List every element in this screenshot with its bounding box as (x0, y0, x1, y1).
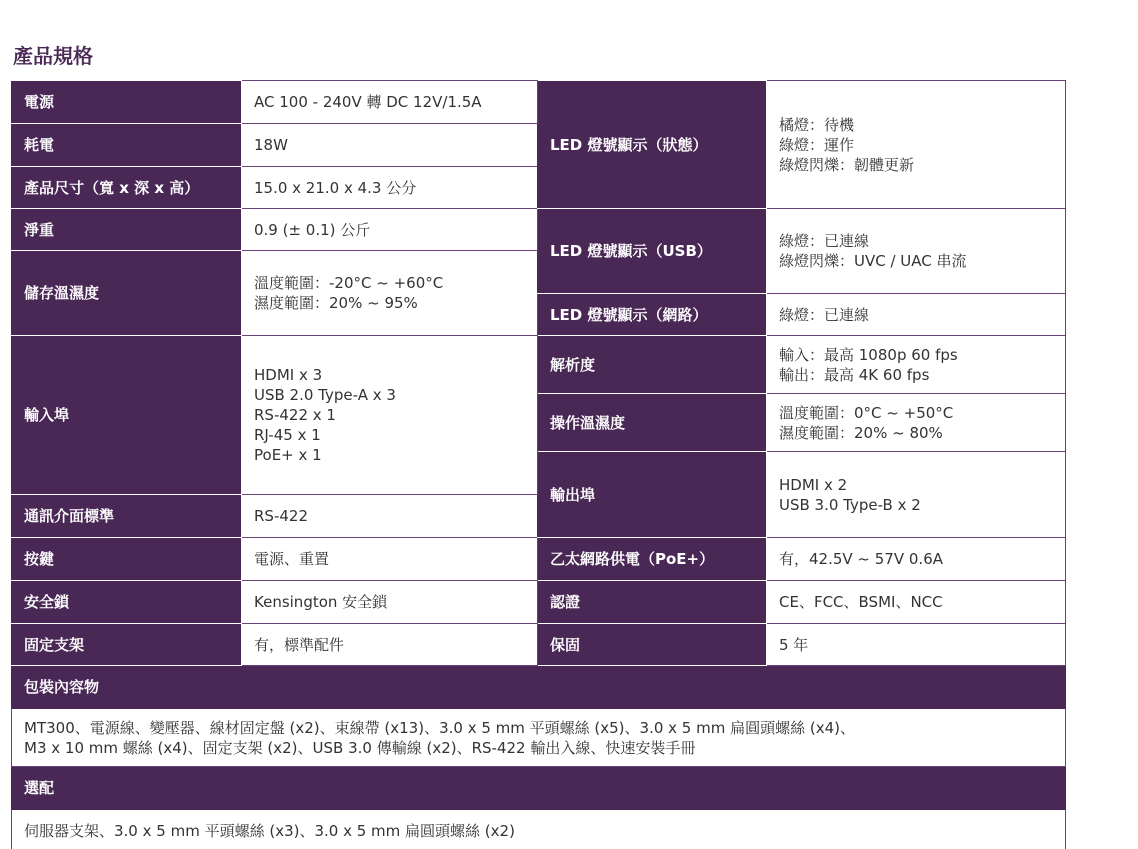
security-lock-value: Kensington 安全鎖 (242, 581, 538, 624)
output-ports-value: HDMI x 2 USB 3.0 Type-B x 2 (767, 452, 1066, 538)
table-row (12, 810, 1066, 849)
table-row (12, 209, 1066, 251)
buttons-value: 電源、重置 (242, 538, 538, 581)
consumption-label: 耗電 (12, 124, 242, 167)
comm-interface-value: RS-422 (242, 495, 538, 538)
led-status-value: 橘燈：待機 綠燈：運作 綠燈閃爍：韌體更新 (767, 81, 1066, 209)
package-contents-header: 包裝內容物 (12, 666, 1066, 709)
page-title: 產品規格 (13, 44, 93, 68)
led-usb-value: 綠燈：已連線 綠燈閃爍：UVC / UAC 串流 (767, 209, 1066, 294)
buttons-label: 按鍵 (12, 538, 242, 581)
table-row (12, 581, 1066, 624)
storage-temp-label: 儲存溫濕度 (12, 251, 242, 336)
dimensions-label: 產品尺寸（寬 x 深 x 高） (12, 167, 242, 209)
poe-label: 乙太網路供電（PoE+） (538, 538, 767, 581)
led-network-label: LED 燈號顯示（網路） (538, 294, 767, 336)
input-ports-label: 輸入埠 (12, 336, 242, 495)
power-label: 電源 (12, 81, 242, 124)
comm-interface-label: 通訊介面標準 (12, 495, 242, 538)
table-row (12, 538, 1066, 581)
table-row (12, 624, 1066, 666)
output-ports-label: 輸出埠 (538, 452, 767, 538)
optional-accessories-header: 選配 (12, 767, 1066, 810)
poe-value: 有，42.5V ~ 57V 0.6A (767, 538, 1066, 581)
resolution-label: 解析度 (538, 336, 767, 394)
consumption-value: 18W (242, 124, 538, 167)
table-row (12, 767, 1066, 810)
weight-value: 0.9 (± 0.1) 公斤 (242, 209, 538, 251)
led-status-label: LED 燈號顯示（狀態） (538, 81, 767, 209)
table-row (12, 81, 1066, 124)
spec-table (11, 80, 1066, 849)
warranty-value: 5 年 (767, 624, 1066, 666)
operating-temp-value: 溫度範圍：0°C ~ +50°C 濕度範圍：20% ~ 80% (767, 394, 1066, 452)
input-ports-value: HDMI x 3 USB 2.0 Type-A x 3 RS-422 x 1 RJ-45 x 1 PoE+ x 1 (242, 336, 538, 495)
optional-accessories-value: 伺服器支架、3.0 x 5 mm 平頭螺絲 (x3)、3.0 x 5 mm 扁圓頭螺絲 (x2) (12, 810, 1066, 849)
security-lock-label: 安全鎖 (12, 581, 242, 624)
package-contents-value: MT300、電源線、變壓器、線材固定盤 (x2)、束線帶 (x13)、3.0 x 5 mm 平頭螺絲 (x5)、3.0 x 5 mm 扁圓頭螺絲 (x4)、 M3 x 10 mm 螺絲 (x4)、固定支架 (x2)、USB 3.0 傳輸線 (x2)、RS-422 輸出入線、快速安裝手冊 (12, 709, 1066, 767)
power-value: AC 100 - 240V 轉 DC 12V/1.5A (242, 81, 538, 124)
dimensions-value: 15.0 x 21.0 x 4.3 公分 (242, 167, 538, 209)
resolution-value: 輸入：最高 1080p 60 fps 輸出：最高 4K 60 fps (767, 336, 1066, 394)
table-row (12, 666, 1066, 709)
storage-temp-value: 溫度範圍：-20°C ~ +60°C 濕度範圍：20% ~ 95% (242, 251, 538, 336)
table-row (12, 709, 1066, 767)
bracket-label: 固定支架 (12, 624, 242, 666)
table-row (12, 336, 1066, 394)
led-network-value: 綠燈：已連線 (767, 294, 1066, 336)
certification-label: 認證 (538, 581, 767, 624)
operating-temp-label: 操作溫濕度 (538, 394, 767, 452)
warranty-label: 保固 (538, 624, 767, 666)
weight-label: 淨重 (12, 209, 242, 251)
bracket-value: 有，標準配件 (242, 624, 538, 666)
certification-value: CE、FCC、BSMI、NCC (767, 581, 1066, 624)
led-usb-label: LED 燈號顯示（USB） (538, 209, 767, 294)
